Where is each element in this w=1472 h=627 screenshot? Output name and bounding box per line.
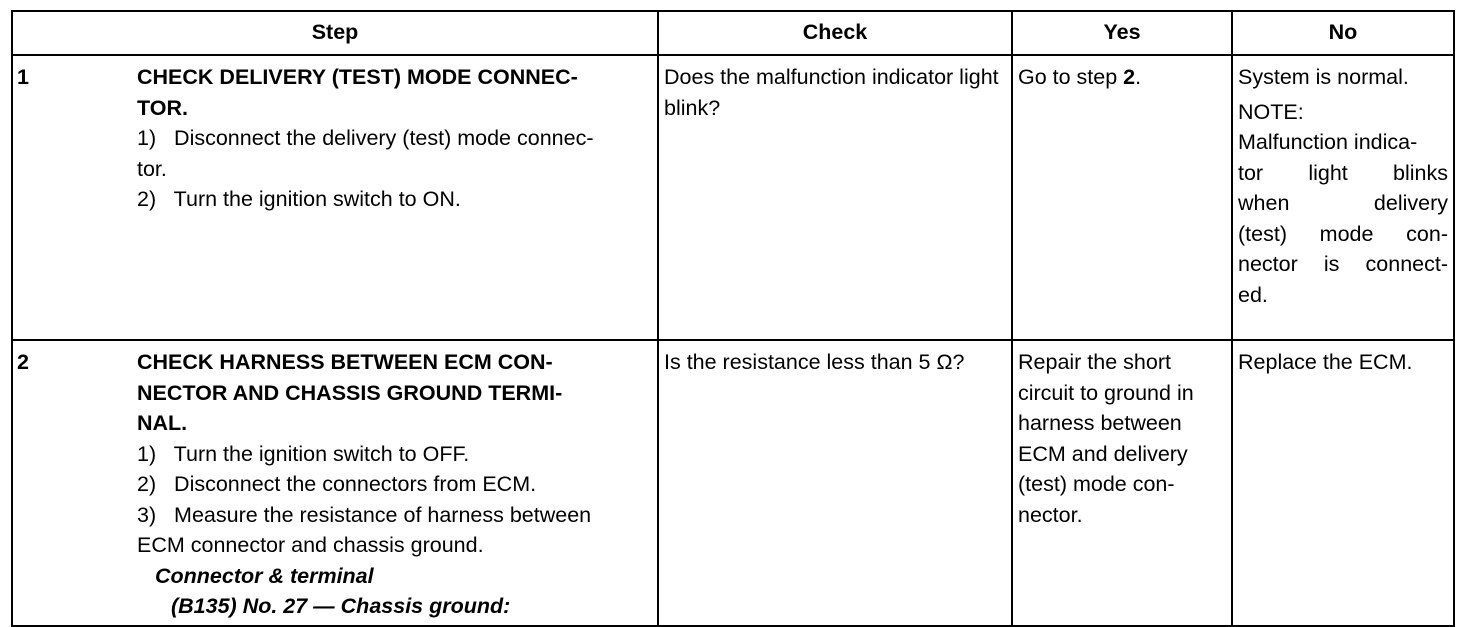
step-cell [12,55,658,340]
note-line: Malfunction indica- [1238,130,1418,154]
step-instruction: 2) Turn the ignition switch to ON. [137,187,461,211]
table-row [12,340,1454,626]
diagnostic-table [11,10,1455,627]
header-row [12,11,1454,55]
yes-line: ECM and delivery [1018,441,1188,466]
note-label: NOTE: [1238,99,1304,124]
step-instruction: 1) Disconnect the delivery (test) mode connec- [137,126,594,150]
spec-value: (B135) No. 27 — Chassis ground: [171,594,511,618]
step-instruction: 3) Measure the resistance of harness between [137,502,592,527]
note-line: tor light blinks [1238,160,1448,185]
header-no: No [1232,11,1454,55]
yes-prefix: Go to step [1018,65,1124,89]
step-instruction: tor. [137,156,167,181]
yes-line: nector. [1018,502,1083,527]
note-line: when delivery [1238,191,1448,215]
check-cell: Is the resistance less than 5 Ω? [658,340,1012,626]
note-line: (test) mode con- [1238,221,1448,246]
step-number: 2 [17,350,29,374]
spec-label: Connector & terminal [155,563,374,588]
header-check: Check [658,11,1012,55]
yes-cell [1012,55,1232,340]
no-main-text: System is normal. [1238,65,1409,89]
no-cell: Replace the ECM. [1232,340,1454,626]
step-cell [12,340,658,626]
step-number: 1 [17,65,29,89]
note-line: ed. [1238,282,1268,307]
yes-suffix: . [1135,65,1142,89]
step-title-line: NECTOR AND CHASSIS GROUND TERMI- [137,380,563,405]
yes-step-number: 2 [1123,65,1136,89]
yes-line: (test) mode con- [1018,472,1175,496]
step-title-line: CHECK HARNESS BETWEEN ECM CON- [137,350,553,374]
step-instruction: ECM connector and chassis ground. [137,533,484,557]
yes-line: harness between [1018,411,1182,435]
step-instruction: 2) Disconnect the connectors from ECM. [137,472,537,496]
note-line: nector is connect- [1238,252,1448,276]
table-row [12,55,1454,340]
yes-line: Repair the short [1018,350,1171,374]
step-title-line: CHECK DELIVERY (TEST) MODE CONNEC- [137,65,578,89]
step-title-line: TOR. [137,95,188,120]
header-yes: Yes [1012,11,1232,55]
step-title-line: NAL. [137,411,188,435]
yes-line: circuit to ground in [1018,380,1194,405]
check-cell: Does the malfunction indicator light blink? [658,55,1012,340]
step-instruction: 1) Turn the ignition switch to OFF. [137,441,470,466]
yes-cell [1012,340,1232,626]
no-cell [1232,55,1454,340]
header-step: Step [12,11,658,55]
